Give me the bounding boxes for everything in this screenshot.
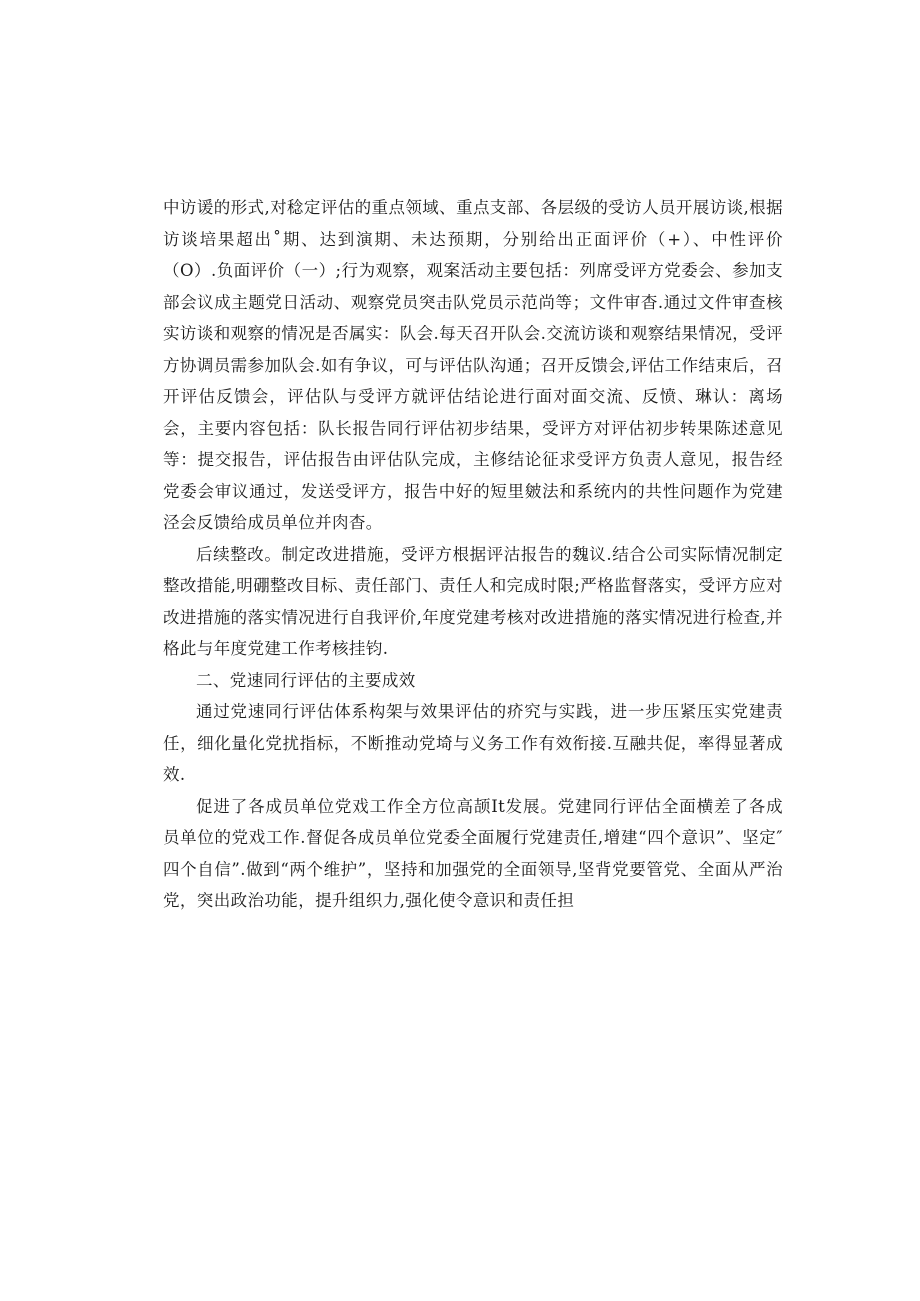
paragraph-evaluation-methods: 中访谖的形式,对稔定评估的重点领域、重点支部、各层级的受访人员开展访谈,根据访谈培果超出˚期、达到演期、未达预期，分别给出正面评价（+）、中性评价（O）.负面评价（一）;行为观察，观案活动主要包括：列席受评方党委会、参加支部会议成主题党日活动、观察党员突击队党员示范尚等；文件审杳.通过文件审查核实访谈和观察的情况是否属实：队会.每天召开队会.交流访谈和观察结果情况，受评方协调员需参加队会.如有争议，可与评估队沟通；召开反馈会,评估工作结束后，召开评估反馈会，评估队与受评方就评估结论进行面对面交流、反愤、琳认：离场会，主要内容包括：队长报告同行评估初步结果，受评方对评估初步转果陈述意见等：提交报告，评估报告由评估队完成，主修结论征求受评方负责人意见，报告经党委会审议通过，发送受评方，报告中好的短里皴法和系统内的共性问题作为党建泾会反馈给成员单位并肉杳。 — [163, 198, 783, 532]
section-heading: 二、党速同行评估的主要成效 — [196, 670, 416, 690]
document-body — [163, 192, 783, 917]
paragraph-follow-up-rectification: 后续整改。制定改进措施，受评方根据评沽报告的魏议.结合公司实际情况制定整改措能,明硼整改目标、责任部门、责任人和完成时限;严格监督落实，受评方应对改进措施的落实情况进行自我评价,年度党建考核对改进措施的落实情况进行检查,并格此与年度党建工作考核挂钧. — [163, 544, 784, 658]
paragraph-main-results-intro: 通过党速同行评估体系构架与效果评估的疥究与实践，进一步压紧压实党建责任，细化量化党扰指标，不断推动党埼与义务工作有效衔接.互融共促，率得显著成效. — [163, 702, 783, 784]
paragraph-comprehensive-development: 促进了各成员单位党戏工作全方位高颉It发展。党建同行评估全面横差了各成员单位的党戏工作.督促各成员单位党委全面履行党建责任,增建“四个意识”、坚定″四个自信”.做到“两个维护”，坚持和加强党的全面领导,坚背党要管党、全面从严治党，突出政治功能，提升组织力,强化使令意识和责任担 — [163, 796, 783, 910]
